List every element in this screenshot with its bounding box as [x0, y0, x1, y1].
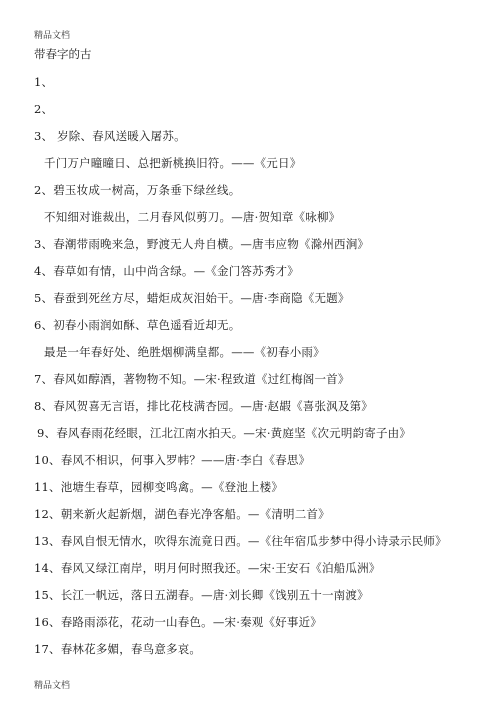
poem-line: 最是一年春好处、绝胜烟柳满皇都。——《初春小雨》 [44, 345, 325, 359]
poem-line: 17、春林花多媚，春鸟意多哀。 [34, 642, 202, 656]
poem-line: 不知细对谁裁出，二月春风似剪刀。—唐·贺知章《咏柳》 [44, 210, 341, 224]
poem-line: 13、春风自恨无情水，吹得东流竟日西。—《往年宿瓜步梦中得小诗录示民师》 [34, 534, 447, 548]
poem-line: 2、碧玉妆成一树高，万条垂下绿丝线。 [34, 183, 241, 197]
poem-line: 10、春风不相识，何事入罗帏？——唐·李白《春思》 [34, 453, 311, 467]
poem-line: 6、初春小雨润如酥、草色遥看近却无。 [34, 318, 241, 332]
poem-line: 千门万户曈曈日、总把新桃换旧符。——《元日》 [44, 156, 302, 170]
poem-line: 1、 [34, 75, 54, 89]
poem-line: 7、春风如醇酒，著物物不知。—宋·程致道《过红梅阁一首》 [34, 372, 350, 386]
poem-line: 3、春潮带雨晚来急，野渡无人舟自横。—唐韦应物《滁州西涧》 [34, 237, 370, 251]
header-watermark: 精品文档 [34, 31, 71, 41]
poem-line: 16、春路雨添花，花动一山春色。—宋·秦观《好事近》 [34, 615, 322, 629]
poem-line: 14、春风又绿江南岸，明月何时照我还。—宋·王安石《泊船瓜洲》 [34, 561, 381, 575]
document-title: 带春字的古 [34, 47, 92, 61]
footer-watermark: 精品文档 [34, 681, 71, 691]
poem-line: 8、春风贺喜无言语，排比花枝满杏园。—唐·赵嘏《喜张沨及第》 [34, 399, 373, 413]
poem-line: 4、春草如有情，山中尚含绿。—《金门答苏秀才》 [34, 264, 299, 278]
poem-line: 11、池塘生春草，园柳变鸣禽。—《登池上楼》 [34, 480, 284, 494]
poem-line: 5、春蚕到死丝方尽，蜡炬成灰泪始干。—唐·李商隐《无题》 [34, 291, 350, 305]
poem-line: 2、 [34, 102, 54, 116]
poem-line: 15、长江一帆远，落日五湖春。—唐·刘长卿《饯别五十一南渡》 [34, 588, 369, 602]
poem-line: 9、春风春雨花经眼，江北江南水拍天。—宋·黄庭坚《次元明韵寄子由》 [37, 426, 412, 440]
poem-line: 12、朝来新火起新烟，湖色春光净客船。—《清明二首》 [34, 507, 330, 521]
poem-line: 3、 岁除、春风送暖入屠苏。 [34, 129, 186, 143]
